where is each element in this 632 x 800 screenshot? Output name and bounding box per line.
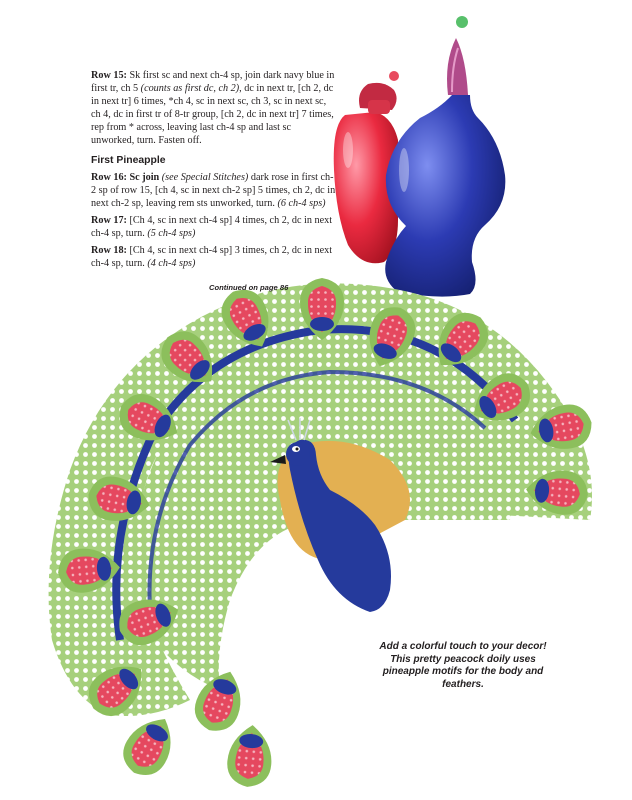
- italic-note: (counts as first dc, ch 2): [140, 83, 240, 95]
- photo-caption: Add a colorful touch to your decor! This pretty peacock doily uses pineapple motifs for the body and feathers.: [379, 641, 547, 690]
- instruction-text: [Ch 4, sc in next ch-4 sp] 3 times, ch 2, dc in next ch-4 sp, turn.: [91, 245, 333, 270]
- peacock-doily-image: [49, 278, 596, 789]
- row-17-paragraph: [91, 214, 336, 240]
- row-label: Row 18:: [91, 245, 127, 257]
- row-16-paragraph: [91, 171, 336, 210]
- italic-note: (6 ch-4 sps): [277, 197, 326, 209]
- italic-note: (5 ch-4 sps): [147, 228, 196, 240]
- row-18-paragraph: [91, 244, 336, 270]
- row-label: Row 17:: [91, 214, 127, 226]
- pattern-instructions: [91, 69, 336, 274]
- row-15-paragraph: [91, 69, 336, 148]
- continued-note: Continued on page 86: [209, 283, 289, 292]
- italic-note: (see Special Stitches): [161, 171, 249, 183]
- instruction-text: dark rose in first ch-2 sp of row 15, [ch 4, sc in next ch-2 sp] 5 times, ch 2, dc in next ch-2 sp, leaving rem sts unworked, turn.: [91, 171, 336, 209]
- row-label: Row 15:: [91, 70, 127, 81]
- section-heading: First Pineapple: [91, 154, 166, 166]
- instruction-text: [Ch 4, sc in next ch-4 sp] 4 times, ch 2, dc in next ch-4 sp, turn.: [91, 214, 333, 240]
- italic-note: (4 ch-4 sps): [147, 258, 196, 270]
- row-label: Row 16: Sc join: [91, 171, 160, 183]
- instruction-text: Sk first sc and next ch-4 sp, join dark navy blue in first tr, ch 5: [91, 70, 335, 95]
- instruction-text: , dc in next tr, [ch 2, dc in next tr] 6 times, *ch 4, sc in next sc, ch 3, sc in next sc, ch 4, dc in first tr of 8-tr group, [ch 2, dc in next tr] 7 times, rep from * across, leaving last ch-4 sp and last sc unworked, turn. Fasten off.: [91, 83, 334, 147]
- bottles-image: [334, 16, 506, 297]
